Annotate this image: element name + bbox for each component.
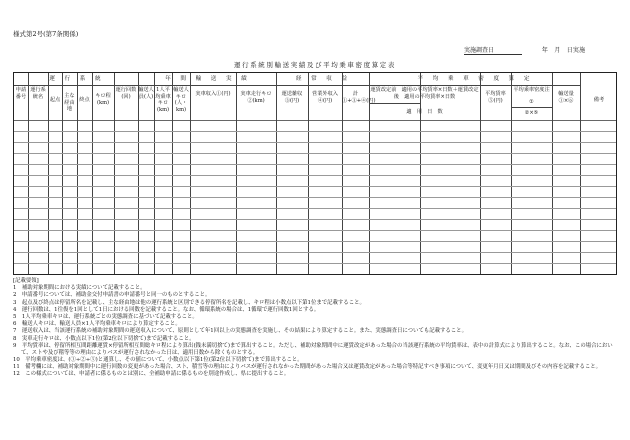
instructions — [13, 278, 617, 379]
col-route-name: 運行系統名 — [30, 87, 46, 100]
note-item: 3 起点及び終点は停留所名を記載し、主な経由地は他の運行系統と区別できる停留所名を記載し、キロ程は小数点以下第1位まで記載すること。 — [13, 299, 365, 306]
survey-date-units: 年 月 日実施 — [541, 47, 586, 54]
note-item: 11 備考欄には、補助対象期間中に運行回数の変更があった場合、スト、積雪等の理由によりバスが運行されなかった期間があった場合又は運賃改定があった場合等特記すべき事項について、変更年月日又は期間及びその内容を記載すること。 — [13, 364, 602, 371]
col-via: 主な経由地 — [64, 93, 75, 112]
col-passengers: 輸送人員(人) — [138, 87, 154, 100]
form-number: 様式第2号(第7条関係) — [13, 30, 79, 38]
col-density-title: 平均乗車密度注 — [513, 87, 550, 93]
col-other-rev: 営業外収入④(円) — [312, 91, 338, 104]
group-avg-density: 平 均 乗 車 密 度 算 定 — [417, 76, 532, 82]
col-fare-rev: 運送雑収③(円) — [281, 91, 303, 104]
note-item: 6 輸送人キロは、輸送人員×1人平均乗車キロにより算定すること。 — [13, 321, 181, 328]
note-item: 8 実車走行キロは、小数点以下1位(第2位以下切捨て)まで記載すること。 — [13, 335, 195, 342]
col-end: 終点 — [79, 97, 90, 103]
col-fare-formula: 運賃改定前 適用の平均賃率×日数＋運賃改定後 適用の平均賃率×日数 — [370, 87, 479, 100]
formula-divider — [369, 103, 420, 104]
note-item: 5 1人平均乗車キロは、運行系統ごとの実態調査に基づいて記載すること。 — [13, 313, 198, 320]
notes-heading: [記載要領] — [13, 278, 39, 284]
note-item: 4 運行回数は、1往復を1回として1日における回数を記載すること。なお、循環系統の場合は、1循環で運行回数1回とする。 — [13, 306, 320, 313]
col-start: 起点 — [49, 97, 61, 103]
col-density-num: ① — [529, 99, 534, 105]
col-density-den: ②×⑤ — [524, 110, 539, 116]
group-annual-transport: 年 間 輸 送 実 績 — [165, 76, 249, 82]
col-remarks: 備考 — [593, 97, 605, 103]
note-item: 10 平均乗車密度は、(①÷②÷⑤)と通算し、その値について、小数点以下第1位(第2位以下切捨て)まで算出すること。 — [13, 357, 303, 364]
col-km: キロ程(km) — [95, 93, 111, 106]
group-income-expense: 経 常 収 益 — [295, 76, 350, 82]
col-revenue: 実車収入①(円) — [195, 91, 231, 97]
note-item: 9 平均賃率は、停留所相互間距離運賃×停留所相互間総キロ程により算出(銭未満切捨て)まで算出すること。ただし、補助対象期間中に運賃改定があった場合の当該運行系統の平均賃率は、表中の計算式により算出すること。なお、この場合において、ストや及び稽等等の理由によりバスが運行されなかった日は、適用日数から除くものとする。 — [13, 342, 613, 356]
note-item: 12 この様式については、申請者に係るものとは別に、全補助申請に係るものを別途作成し、県に提出すること。 — [13, 371, 290, 378]
group-operation-system: 運 行 系 統 — [49, 76, 103, 82]
survey-date-label: 実施調査日 — [464, 45, 522, 55]
page-title: 運行系統別輸送実績及び平均乗車密度算定表 — [234, 61, 396, 69]
note-item: 1 補助対象期間における実績について記載すること。 — [13, 285, 146, 292]
col-pass-km: 輸送人キロ(人・km) — [173, 87, 189, 113]
group-divider — [14, 85, 580, 86]
note-item: 7 運送収入は、当該運行系統の補助対象期間の運送収入について、原則として年1回以上の実態調査を実施し、その結果により算定すること。また、実態調査日についても記載すること。 — [13, 328, 467, 335]
survey-date — [464, 45, 585, 55]
col-run-km: 実車走行キロ②(km) — [240, 91, 272, 104]
col-trips: 運行回数(回) — [115, 87, 137, 100]
header-bottom — [14, 120, 616, 121]
col-transport-amount: 輸送量①×⑥ — [558, 91, 574, 104]
data-table — [13, 72, 617, 275]
col-avg-rate: 平均賃率⑤(円) — [485, 91, 506, 104]
note-item: 2 申請番号については、補助金交付申請書の申請番号と同一のものとすること。 — [13, 292, 211, 299]
col-avg-km: 1人平均乗車キロ(km) — [155, 87, 171, 113]
fraction-bar — [511, 107, 552, 108]
col-days: 適 用 日 数 — [406, 109, 443, 115]
col-total: 計①+③+④(円) — [342, 91, 376, 104]
col-app-no: 申請番号 — [15, 87, 27, 100]
